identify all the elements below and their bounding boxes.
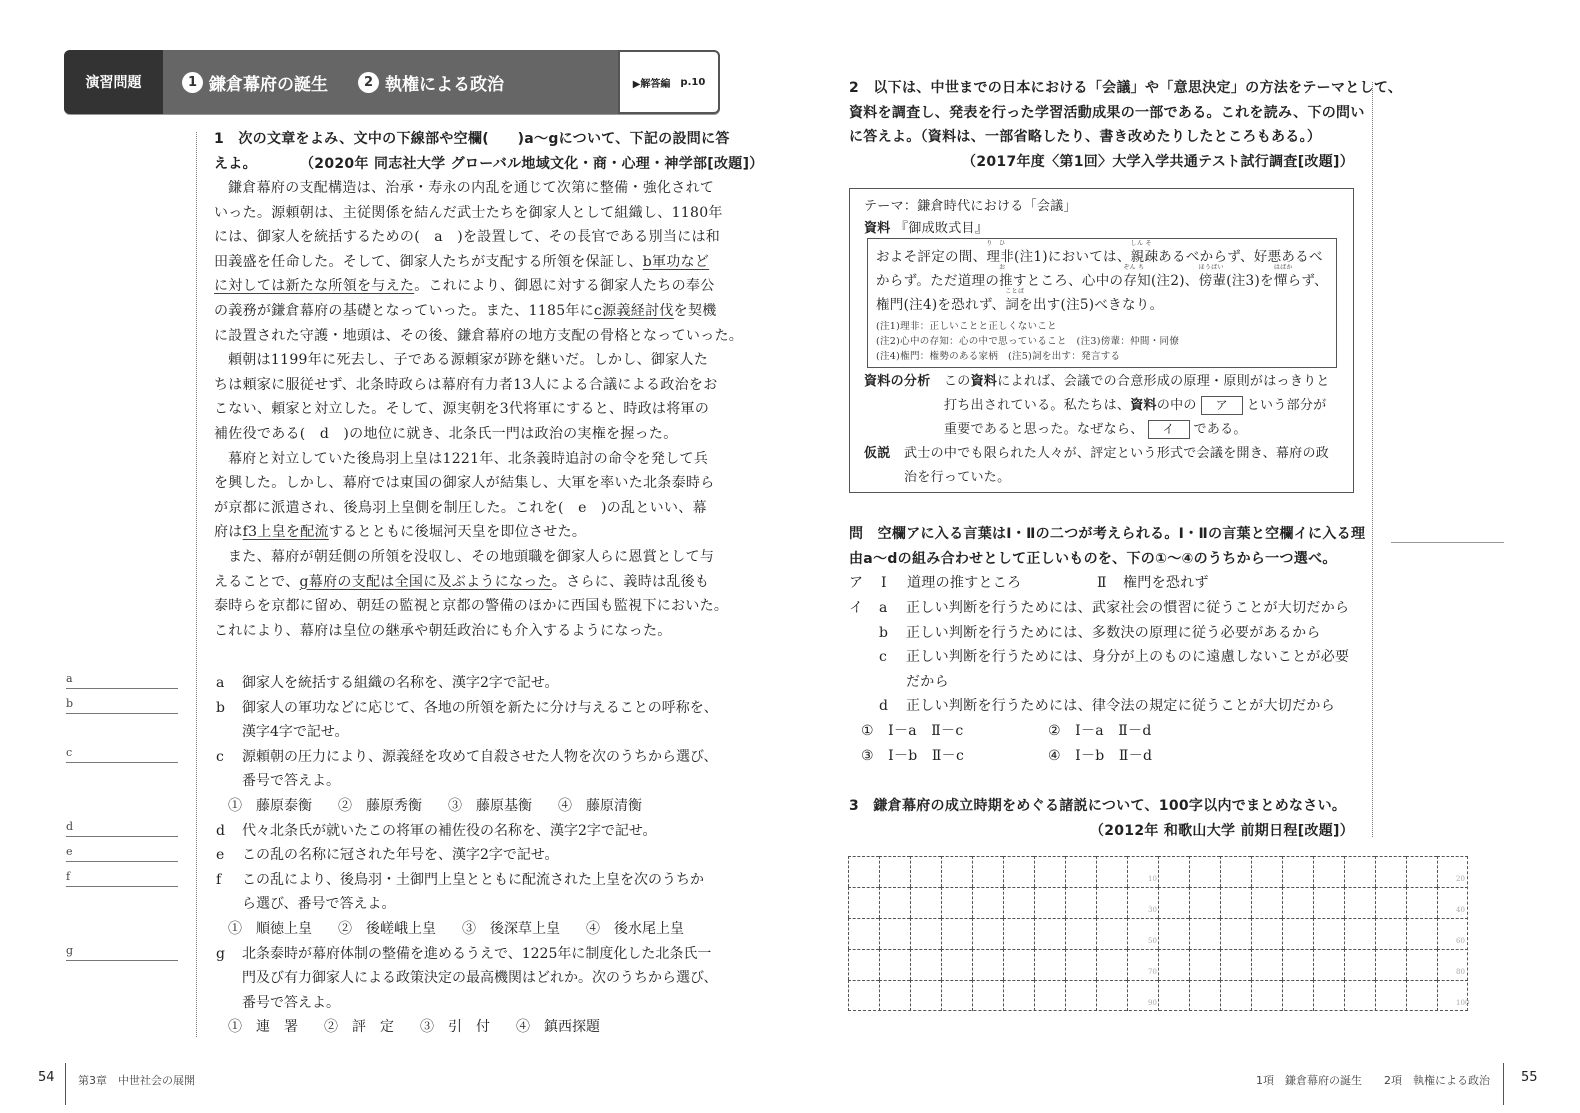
sub-question-key: b	[216, 699, 225, 716]
quote-notes	[876, 319, 1179, 364]
passage-line	[214, 471, 743, 496]
grid-cell[interactable]	[848, 887, 879, 918]
grid-cell[interactable]	[1034, 918, 1065, 949]
grid-cell[interactable]	[1003, 856, 1034, 887]
grid-cell[interactable]	[910, 949, 941, 980]
q1-prompt-line2: えよ。	[214, 155, 257, 172]
passage-line	[214, 324, 743, 349]
material-label: 資料	[864, 221, 891, 236]
passage-text: 。これにより、御恩に対する御家人たちの奉公	[414, 278, 715, 295]
sub-question-a	[216, 671, 559, 696]
grid-cell[interactable]	[1096, 856, 1127, 887]
reason-text: 正しい判断を行うためには、多数決の原理に従う必要があるから	[906, 624, 1321, 641]
passage-text: えることで、	[214, 573, 300, 590]
grid-cell[interactable]	[1096, 918, 1127, 949]
choice-option[interactable]: ④ 藤原清衡	[558, 797, 642, 814]
grid-cell[interactable]	[1189, 918, 1220, 949]
grid-cell[interactable]	[1282, 856, 1313, 887]
q1-source: （2020年 同志社大学 グローバル地域文化・商・心理・神学部[改題]）	[300, 155, 764, 172]
grid-cell[interactable]	[1034, 856, 1065, 887]
answer-option[interactable]: ② Ⅰ－a Ⅱ－d	[1048, 723, 1152, 739]
grid-cell[interactable]	[941, 980, 972, 1011]
passage-line	[214, 422, 743, 447]
q3-source: （2012年 和歌山大学 前期日程[改題]）	[1089, 823, 1354, 839]
passage-line	[214, 545, 743, 570]
sub-question-line	[216, 819, 657, 844]
grid-cell[interactable]	[1158, 949, 1189, 980]
choice-list	[216, 1015, 717, 1040]
passage-text: 府は	[214, 524, 243, 541]
left-page-number: 54	[38, 1070, 55, 1085]
choice-option[interactable]: ① 藤原泰衡	[228, 797, 312, 814]
grid-cell[interactable]	[1065, 918, 1096, 949]
reason-text: 正しい判断を行うためには、律令法の規定に従うことが大切だから	[906, 698, 1335, 715]
passage-line	[214, 397, 743, 422]
grid-cell[interactable]	[972, 980, 1003, 1011]
sub-question-text: 御家人の軍功などに応じて、各地の所領を新たに分け与えることの呼称を、	[242, 699, 718, 716]
grid-cell[interactable]	[1375, 980, 1406, 1011]
sub-question-key: e	[216, 847, 225, 864]
grid-cell[interactable]	[1158, 887, 1189, 918]
grid-cell[interactable]	[848, 980, 879, 1011]
section1-title: 鎌倉幕府の誕生	[209, 74, 328, 95]
grid-count-label: 20	[1456, 875, 1465, 883]
sub-question-line	[216, 671, 559, 696]
grid-cell[interactable]	[1003, 887, 1034, 918]
sub-question-text: 御家人を統括する組織の名称を、漢字2字で記せ。	[242, 675, 559, 691]
note-line: (注4)権門：権勢のある家柄 (注5)詞を出す：発言する	[876, 351, 1121, 362]
q1-prompt	[214, 127, 764, 176]
note-line: (注1)理非：正しいことと正しくないこと	[876, 321, 1057, 332]
sub-question-e	[216, 843, 559, 868]
passage-text: が京都に派遣され、後鳥羽上皇側を制圧した。これを( e )の乱といい、幕	[214, 499, 707, 516]
reason-text: だから	[906, 673, 949, 690]
q2-question-line: 由a～dの組み合わせとして正しいものを、下の①～④のうちから一つ選べ。	[849, 550, 1337, 567]
grid-cell[interactable]	[1096, 980, 1127, 1011]
choice-option[interactable]: ① 連 署	[228, 1019, 298, 1036]
answer-blank-d[interactable]: d	[66, 820, 178, 837]
grid-cell[interactable]	[1375, 887, 1406, 918]
i-key: イ	[849, 600, 864, 616]
reason-a	[879, 596, 1349, 621]
passage-text: 補佐役である( d )の地位に就き、北条氏一門は政治の実権を握った。	[214, 425, 678, 442]
grid-cell[interactable]	[1313, 887, 1344, 918]
sub-question-line	[216, 942, 717, 967]
sub-question-key: f	[216, 871, 222, 888]
passage-line	[214, 201, 743, 226]
choice-list	[216, 794, 717, 819]
analysis-label: 資料の分析	[864, 374, 931, 389]
grid-count-label: 50	[1148, 937, 1157, 945]
reason-text: 正しい判断を行うためには、武家社会の慣習に従うことが大切だから	[906, 600, 1350, 616]
grid-cell[interactable]	[1220, 949, 1251, 980]
grid-cell[interactable]	[1313, 980, 1344, 1011]
passage-text: を契機	[673, 302, 717, 319]
grid-cell[interactable]	[1034, 887, 1065, 918]
q2-prompt-line: 2 以下は、中世までの日本における「会議」や「意思決定」の方法をテーマとして、	[849, 80, 1403, 96]
answer-blank-c[interactable]: c	[66, 746, 178, 763]
sub-question-key: a	[216, 675, 225, 691]
right-footer-text: 1項 鎌倉幕府の誕生 2項 執権による政治	[1256, 1074, 1490, 1087]
sub-question-f	[216, 868, 710, 942]
reason-c	[879, 645, 1349, 670]
grid-cell[interactable]	[1065, 980, 1096, 1011]
q2-prompt-line: に答えよ。（資料は、一部省略したり、書き改めたりしたところもある。）	[849, 129, 1322, 146]
grid-cell[interactable]	[910, 887, 941, 918]
passage-line	[214, 619, 743, 644]
grid-cell[interactable]	[910, 918, 941, 949]
sub-question-line	[216, 991, 717, 1016]
choice-option[interactable]: ① 順徳上皇	[228, 920, 312, 937]
grid-cell[interactable]	[1406, 949, 1437, 980]
sub-question-text: 北条泰時が幕府体制の整備を進めるうえで、1225年に制度化した北条氏一	[242, 945, 712, 962]
sub-question-line	[216, 769, 717, 794]
material-title: 『御成敗式目』	[895, 221, 989, 236]
reason-text: 正しい判断を行うためには、身分が上のものに遠慮しないことが必要	[906, 649, 1350, 666]
grid-cell[interactable]	[1065, 887, 1096, 918]
grid-cell[interactable]	[941, 856, 972, 887]
answer-option[interactable]: ① Ⅰ－a Ⅱ－c	[861, 723, 964, 739]
grid-cell[interactable]	[1313, 856, 1344, 887]
sub-question-line	[216, 868, 710, 893]
answer-blank-a[interactable]: a	[66, 672, 178, 689]
grid-cell[interactable]	[879, 980, 910, 1011]
answer-option[interactable]: ④ Ⅰ－b Ⅱ－d	[1048, 748, 1153, 764]
grid-cell[interactable]	[848, 949, 879, 980]
grid-cell[interactable]	[1251, 980, 1282, 1011]
grid-cell[interactable]	[879, 918, 910, 949]
sub-question-line	[216, 966, 717, 991]
sub-question-text: この乱により、後鳥羽・土御門上皇とともに配流された上皇を次のうちか	[242, 871, 704, 888]
grid-count-label: 90	[1148, 999, 1157, 1007]
grid-cell[interactable]	[1003, 980, 1034, 1011]
underlined-phrase: g幕府の支配は全国に及ぶようになった	[299, 573, 552, 590]
sub-question-text: 番号で答えよ。	[242, 773, 340, 790]
passage-text: 幕府と対立していた後鳥羽上皇は1221年、北条義時追討の命令を発して兵	[228, 450, 709, 467]
q2-source: （2017年度〈第1回〉大学入学共通テスト試行調査[改題]）	[962, 153, 1354, 170]
grid-cell[interactable]	[1096, 887, 1127, 918]
grid-cell[interactable]	[1189, 949, 1220, 980]
reason-key: b	[879, 624, 889, 641]
sub-question-line	[216, 843, 559, 868]
grid-cell[interactable]	[1344, 918, 1375, 949]
grid-cell[interactable]	[1282, 949, 1313, 980]
passage-line	[214, 520, 743, 545]
grid-cell[interactable]	[941, 887, 972, 918]
q1-prompt-line1: 1 次の文章をよみ、文中の下線部や空欄( )a～gについて、下記の設問に答	[214, 131, 730, 147]
sub-question-text: 代々北条氏が就いたこの将軍の補佐役の名称を、漢字2字で記せ。	[242, 822, 657, 839]
sub-question-key: g	[216, 945, 225, 962]
blank-a: ア	[1201, 396, 1243, 415]
answer-blank-e[interactable]: e	[66, 845, 178, 862]
grid-cell[interactable]	[1034, 980, 1065, 1011]
grid-cell[interactable]	[941, 949, 972, 980]
grid-cell[interactable]	[1251, 887, 1282, 918]
passage-text: こない、頼家と対立した。そして、源実朝を3代将軍にすると、時政は将軍の	[214, 401, 710, 418]
quote-line: からず。ただ道理の お 推すところ、心中の ぞん ち 存知(注2)、 ほうばい 傍輩(注3)を はばか 憚らず、	[876, 264, 1328, 289]
q3-prompt: 3 鎌倉幕府の成立時期をめぐる諸説について、100字以内でまとめなさい。	[849, 798, 1347, 814]
choice-option[interactable]: ② 評 定	[324, 1019, 394, 1036]
passage-text: するとともに後堀河天皇を即位させた。	[328, 524, 587, 541]
left-margin-divider	[196, 132, 197, 1037]
choice-option[interactable]: ② 藤原秀衡	[338, 797, 422, 814]
passage-text: ちは頼家に服従せず、北条時政らは幕府有力者13人による合議による政治をお	[214, 376, 718, 393]
grid-cell[interactable]	[1220, 887, 1251, 918]
sub-question-line	[216, 696, 718, 721]
passage-text: 。さらに、義時は乱後も	[551, 573, 710, 590]
passage-line	[214, 176, 743, 201]
grid-cell[interactable]	[1375, 949, 1406, 980]
reason-c	[879, 670, 949, 695]
sub-question-text: 漢字4字で記せ。	[242, 724, 349, 741]
grid-border	[848, 1010, 1468, 1011]
grid-cell[interactable]	[879, 949, 910, 980]
grid-cell[interactable]	[1282, 887, 1313, 918]
hypothesis-label: 仮説	[864, 446, 891, 461]
grid-cell[interactable]	[1189, 856, 1220, 887]
answer-blank-b[interactable]: b	[66, 697, 178, 714]
grid-cell[interactable]	[1065, 949, 1096, 980]
passage-text: の義務が鎌倉幕府の基礎となっていった。また、1185年に	[214, 302, 595, 319]
right-margin-divider	[1372, 82, 1373, 837]
passage-text: 田義盛を任命した。そして、御家人たちが支配する所領を保証し、	[214, 253, 643, 270]
grid-cell[interactable]	[910, 980, 941, 1011]
sub-question-line	[216, 745, 717, 770]
passage-line	[214, 225, 743, 250]
answer-reference[interactable]	[618, 50, 720, 114]
grid-count-label: 100	[1456, 999, 1470, 1007]
answer-option[interactable]: ③ Ⅰ－b Ⅱ－c	[861, 748, 965, 764]
grid-cell[interactable]	[1251, 918, 1282, 949]
grid-cell[interactable]	[1065, 856, 1096, 887]
sub-question-key: d	[216, 822, 225, 839]
grid-cell[interactable]	[1158, 918, 1189, 949]
sub-question-b	[216, 696, 718, 745]
grid-cell[interactable]	[972, 949, 1003, 980]
sub-question-line	[216, 892, 710, 917]
section2-title: 執権による政治	[385, 74, 504, 95]
grid-cell[interactable]	[1344, 980, 1375, 1011]
material-line	[864, 217, 988, 240]
grid-cell[interactable]	[1406, 856, 1437, 887]
passage-line	[214, 348, 743, 373]
reason-key: a	[879, 600, 888, 616]
left-footer-text: 第3章 中世社会の展開	[78, 1074, 195, 1087]
hypothesis-text: 武士の中でも限られた人々が、評定という形式で会議を開き、幕府の政	[904, 446, 1330, 461]
q2-question	[849, 522, 1365, 571]
grid-cell[interactable]	[1313, 949, 1344, 980]
analysis-section: 資料の分析 この資料によれば、会議での合意形成の原理・原則がはっきりと 打ち出されている。私たちは、資料の中の ア という部分が 重要であると思った。なぜなら、 イ である。 仮説 武士の中でも限られた人々が、評定という形式で会議を開き、幕府の政 治を行っていた。	[864, 370, 1330, 490]
choice-option[interactable]: ② 後嵯峨上皇	[338, 920, 436, 937]
sub-question-key: c	[216, 748, 224, 765]
grid-cell[interactable]	[879, 856, 910, 887]
sub-question-text: ら選び、番号で答えよ。	[242, 896, 396, 913]
choice-option[interactable]: ③ 藤原基衡	[448, 797, 532, 814]
grid-cell[interactable]	[1158, 980, 1189, 1011]
grid-cell[interactable]	[1220, 856, 1251, 887]
right-footer-divider	[1503, 1063, 1504, 1105]
grid-count-label: 40	[1456, 906, 1465, 914]
grid-count-label: 10	[1148, 875, 1157, 883]
grid-cell[interactable]	[1282, 980, 1313, 1011]
underlined-phrase: c源義経討伐	[594, 302, 674, 319]
passage-text: 頼朝は1199年に死去し、子である源頼家が跡を継いだ。しかし、御家人た	[228, 352, 709, 369]
quote-line: およそ評定の間、 り ひ 理非(注1)においては、 しん そ 親疎あるべからず、好悪あるべ	[876, 240, 1323, 265]
grid-cell[interactable]	[1375, 856, 1406, 887]
grid-cell[interactable]	[1189, 887, 1220, 918]
grid-cell[interactable]	[1251, 856, 1282, 887]
grid-cell[interactable]	[1220, 918, 1251, 949]
choice-option[interactable]: ④ 後水尾上皇	[586, 920, 684, 937]
grid-cell[interactable]	[1344, 887, 1375, 918]
hypothesis-text: 治を行っていた。	[904, 470, 1011, 485]
q2-question-line: 問 空欄アに入る言葉はⅠ・Ⅱの二つが考えられる。Ⅰ・Ⅱの言葉と空欄イに入る理	[849, 526, 1366, 542]
reason-key: d	[879, 698, 889, 715]
grid-cell[interactable]	[972, 856, 1003, 887]
right-page-number: 55	[1521, 1070, 1538, 1085]
q2-prompt	[849, 76, 1402, 174]
passage-text: 鎌倉幕府の支配構造は、治承・寿永の内乱を通じて次第に整備・強化されて	[228, 180, 715, 196]
grid-cell[interactable]	[1003, 918, 1034, 949]
grid-cell[interactable]	[1189, 980, 1220, 1011]
passage-line	[214, 250, 743, 275]
blank-i: イ	[1148, 420, 1190, 439]
underlined-phrase: に対しては新たな所領を与えた	[214, 278, 415, 295]
sub-question-d	[216, 819, 657, 844]
passage-line	[214, 274, 743, 299]
grid-cell[interactable]	[910, 856, 941, 887]
sub-question-c	[216, 745, 717, 819]
grid-cell[interactable]	[1251, 949, 1282, 980]
grid-cell[interactable]	[1282, 918, 1313, 949]
grid-count-label: 70	[1148, 968, 1157, 976]
grid-cell[interactable]	[1344, 949, 1375, 980]
section1-number: 1	[182, 72, 203, 93]
q1-passage	[214, 176, 743, 643]
answer-ref-label: ▶解答編	[632, 78, 671, 90]
grid-cell[interactable]	[1313, 918, 1344, 949]
section2-number: 2	[358, 72, 379, 93]
answer-grid[interactable]	[848, 856, 1468, 1011]
grid-cell[interactable]	[972, 918, 1003, 949]
grid-cell[interactable]	[1158, 856, 1189, 887]
underlined-phrase: b軍功など	[642, 253, 710, 270]
section-title	[182, 50, 504, 114]
sub-question-text: 門及び有力御家人による政策決定の最高機関はどれか。次のうちから選び、	[242, 970, 718, 987]
quote-line: 権門(注4)を恐れず、 ことば 詞を出す(注5)べきなり。	[876, 288, 1164, 313]
reason-key: c	[879, 649, 888, 666]
choice-option[interactable]: ④ 鎮西探題	[516, 1019, 600, 1036]
exercise-label: 演習問題	[64, 50, 163, 114]
option-a-row: ア Ⅰ 道理の推すところ Ⅱ 権門を恐れず	[849, 575, 1209, 591]
grid-count-label: 60	[1456, 937, 1465, 945]
grid-cell[interactable]	[941, 918, 972, 949]
grid-border	[1467, 856, 1468, 1011]
quote-text	[876, 240, 1328, 317]
passage-text: に設置された守護・地頭は、その後、鎌倉幕府の地方支配の骨格となっていった。	[214, 327, 744, 344]
grid-cell[interactable]	[972, 887, 1003, 918]
passage-text: 泰時らを京都に留め、朝廷の監視と京都の警備のほかに西国も監視下においた。	[214, 598, 729, 615]
passage-line	[214, 373, 743, 398]
grid-cell[interactable]	[1406, 918, 1437, 949]
passage-text: を興した。しかし、幕府では東国の御家人が結集し、大軍を率いた北条泰時ら	[214, 475, 715, 492]
passage-text: また、幕府が朝廷側の所領を没収し、その地頭職を御家人らに恩賞として与	[228, 548, 715, 565]
passage-line	[214, 299, 743, 324]
sub-question-line	[216, 720, 718, 745]
answer-blank-f[interactable]: f	[66, 870, 178, 887]
passage-line	[214, 570, 743, 595]
section-banner	[64, 50, 720, 114]
grid-cell[interactable]	[1034, 949, 1065, 980]
grid-count-label: 30	[1148, 906, 1157, 914]
passage-text: いった。源頼朝は、主従関係を結んだ武士たちを御家人として組織し、1180年	[214, 204, 723, 221]
q2-prompt-line: 資料を調査し、発表を行った学習活動成果の一部である。これを読み、下の問い	[849, 104, 1365, 121]
grid-cell[interactable]	[1344, 856, 1375, 887]
grid-cell[interactable]	[1375, 918, 1406, 949]
reason-b	[879, 621, 1321, 646]
choice-list	[216, 917, 710, 942]
passage-text: これにより、幕府は皇位の継承や朝廷政治にも介入するようになった。	[214, 622, 672, 639]
left-footer-divider	[65, 1063, 66, 1105]
passage-line	[214, 594, 743, 619]
grid-count-label: 80	[1456, 968, 1465, 976]
sub-question-g	[216, 942, 717, 1040]
grid-cell[interactable]	[1406, 887, 1437, 918]
grid-cell[interactable]	[1220, 980, 1251, 1011]
answer-ref-page: p.10	[680, 76, 706, 88]
grid-cell[interactable]	[1003, 949, 1034, 980]
underlined-phrase: f3上皇を配流	[242, 524, 329, 541]
grid-cell[interactable]	[1096, 949, 1127, 980]
passage-line	[214, 496, 743, 521]
choice-option[interactable]: ③ 引 付	[420, 1019, 490, 1036]
reason-d	[879, 694, 1335, 719]
grid-cell[interactable]	[1406, 980, 1437, 1011]
sub-question-text: 源頼朝の圧力により、源義経を攻めて自殺させた人物を次のうちから選び、	[242, 748, 718, 765]
sub-question-text: この乱の名称に冠された年号を、漢字2字で記せ。	[242, 847, 559, 864]
grid-cell[interactable]	[848, 918, 879, 949]
sub-question-text: 番号で答えよ。	[242, 994, 340, 1011]
choice-option[interactable]: ③ 後深草上皇	[462, 920, 560, 937]
grid-cell[interactable]	[848, 856, 879, 887]
margin-rule	[1391, 542, 1504, 543]
theme-line: テーマ：鎌倉時代における「会議」	[864, 199, 1077, 214]
grid-cell[interactable]	[879, 887, 910, 918]
note-line: (注2)心中の存知：心の中で思っていること (注3)傍輩：仲間・同僚	[876, 336, 1180, 347]
passage-text: には、御家人を統括するための( a )を設置して、その長官である別当には和	[214, 229, 721, 246]
passage-line	[214, 447, 743, 472]
answer-blank-g[interactable]: g	[66, 944, 178, 961]
